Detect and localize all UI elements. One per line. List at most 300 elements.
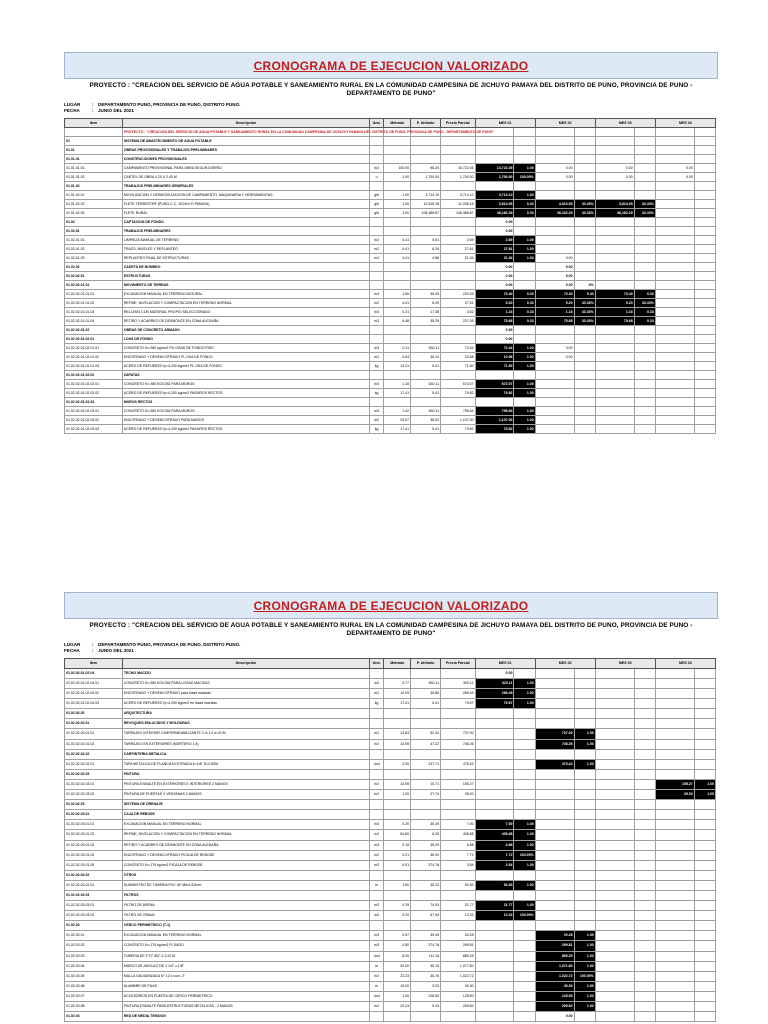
month-1-percent-cell (514, 951, 535, 961)
month-2-amount-cell: 1,071.60 (535, 961, 574, 971)
month-4-amount-cell (655, 709, 694, 719)
month-2-amount-cell (535, 190, 574, 199)
partial-price-cell (441, 325, 475, 334)
month-1-amount-cell (475, 810, 514, 820)
metrado-cell (384, 870, 411, 880)
month-2-percent-cell (574, 154, 595, 163)
month-4-amount-cell (655, 699, 694, 709)
metrado-cell: 1.26 (384, 790, 411, 800)
month-3-percent-cell (634, 154, 655, 163)
month-1-amount-cell (475, 136, 514, 145)
month-1-percent-cell: 100.00% (514, 172, 535, 181)
month-2-percent-cell (574, 334, 595, 343)
unit-cell (369, 668, 383, 678)
month-1-amount-cell (475, 729, 514, 739)
month-3-amount-cell (595, 334, 634, 343)
metrado-cell (384, 719, 411, 729)
month-2-percent-cell (574, 719, 595, 729)
month-4-amount-cell (655, 689, 694, 699)
unit-price-cell: 36.76 (411, 971, 441, 981)
month-4-percent-cell (694, 971, 715, 981)
fecha-separator: : (92, 108, 94, 114)
month-3-amount-cell (595, 679, 634, 689)
unit-price-cell: 36.88 (411, 689, 441, 699)
month-1-percent-cell: 1.00 (514, 820, 535, 830)
month-4-amount-cell (655, 850, 694, 860)
month-1-percent-cell (514, 145, 535, 154)
metrado-cell (384, 921, 411, 931)
table-row (65, 759, 716, 769)
month-1-percent-cell: 1.00 (514, 361, 535, 370)
metrado-cell: 0.01 (384, 860, 411, 870)
metrado-cell: 0.29 (384, 901, 411, 911)
partial-price-cell: 7.72 (441, 850, 475, 860)
item-code-cell: 01.02.01.02 (65, 244, 123, 253)
meta-block (64, 642, 718, 655)
month-1-percent-cell (514, 921, 535, 931)
item-code-cell: 01.02.02.01.02.03.03 (65, 424, 123, 433)
table-row (65, 406, 716, 415)
table-row (65, 981, 716, 991)
month-4-percent-cell (694, 668, 715, 678)
month-3-amount-cell (595, 971, 634, 981)
unit-cell (369, 154, 383, 163)
table-row (65, 699, 716, 709)
month-1-percent-cell (514, 370, 535, 379)
month-3-percent-cell (634, 810, 655, 820)
unit-price-cell (411, 370, 441, 379)
metrado-cell: 1.56 (384, 289, 411, 298)
metrado-cell: 13.83 (384, 729, 411, 739)
month-3-percent-cell (634, 406, 655, 415)
month-1-percent-cell: 1.00 (514, 244, 535, 253)
unit-cell (369, 769, 383, 779)
month-2-amount-cell (535, 370, 574, 379)
month-1-amount-cell (475, 921, 514, 931)
unit-cell: m3 (369, 901, 383, 911)
description-cell: ENCOFRADO Y DESENCOFRADO para losas macizas (122, 689, 369, 699)
month-3-amount-cell: 73.40 (595, 289, 634, 298)
month-3-percent-cell (634, 961, 655, 971)
table-row (65, 145, 716, 154)
description-cell: ENCOFRADO Y DESENCOFRADO PICAJA DE REBOSE (122, 850, 369, 860)
description-cell: LOSA DE FONDO (122, 334, 369, 343)
description-cell: RELLENO CON MATERIAL PROPIO SELECCIONADO (122, 307, 369, 316)
month-1-percent-cell (514, 931, 535, 941)
month-3-percent-cell (634, 951, 655, 961)
table-row (65, 424, 716, 433)
month-2-amount-cell: 209.82 (535, 1002, 574, 1012)
table-row (65, 890, 716, 900)
month-2-percent-cell: 33.33% (574, 298, 595, 307)
header-row (65, 658, 716, 668)
month-3-percent-cell (634, 190, 655, 199)
month-1-percent-cell (514, 280, 535, 289)
month-3-amount-cell (595, 181, 634, 190)
month-1-percent-cell: 0.33 (514, 199, 535, 208)
description-cell: SISTEMA DE DRENAJE (122, 800, 369, 810)
month-3-percent-cell (634, 911, 655, 921)
month-1-amount-cell: 1,137.00 (475, 415, 514, 424)
project-line-1: PROYECTO : "CREACION DEL SERVICIO DE AGUA POTABLE Y SANEAMIENTO RURAL EN LA COMUNIDAD CAMPESINA DE JICHUYO PAMAYA DEL DISTRITO DE PUNO, PROVINCIA DE PUNO - (89, 82, 693, 89)
unit-price-cell: 36.49 (411, 289, 441, 298)
partial-price-cell: 16,722.45 (441, 163, 475, 172)
unit-price-cell (411, 810, 441, 820)
item-code-cell: 01.02.03.03 (65, 951, 123, 961)
month-4-percent-cell (694, 235, 715, 244)
unit-cell: m2 (369, 790, 383, 800)
unit-cell (369, 397, 383, 406)
month-4-percent-cell: 1.00 (694, 779, 715, 789)
month-1-amount-cell: 0.00 (475, 271, 514, 280)
unit-cell (369, 181, 383, 190)
unit-cell: m2 (369, 244, 383, 253)
month-1-amount-cell: 21.34 (475, 253, 514, 262)
month-2-amount-cell (535, 779, 574, 789)
unit-price-cell (411, 1012, 441, 1022)
month-3-amount-cell (595, 217, 634, 226)
month-3-amount-cell (595, 388, 634, 397)
table-row (65, 820, 716, 830)
month-3-amount-cell (595, 1002, 634, 1012)
month-1-percent-cell (514, 739, 535, 749)
month-4-amount-cell (655, 860, 694, 870)
description-cell: CARTEL DE OBRA 4.20 X 2.40 M (122, 172, 369, 181)
month-1-percent-cell (514, 271, 535, 280)
month-3-amount-cell (595, 370, 634, 379)
month-4-percent-cell (694, 719, 715, 729)
month-1-amount-cell: 79.82 (475, 424, 514, 433)
description-cell: TRABAJOS PRELIMINARES (122, 226, 369, 235)
meta-block (64, 102, 718, 115)
table-row (65, 136, 716, 145)
item-code-cell: 01.02.03.04 (65, 961, 123, 971)
fecha-label: FECHA (64, 108, 80, 114)
description-cell: TUBERIA DE F°G° Ø2" X 2.20 M (122, 951, 369, 961)
month-4-amount-cell (655, 800, 694, 810)
month-2-percent-cell: 1.00 (574, 739, 595, 749)
unit-cell (369, 810, 383, 820)
month-2-amount-cell: 73.40 (535, 289, 574, 298)
month-4-percent-cell (694, 961, 715, 971)
month-2-amount-cell: 0.00 (535, 343, 574, 352)
unit-cell: kg (369, 699, 383, 709)
month-4-percent-cell (694, 226, 715, 235)
header-month-4: MES 04 (655, 118, 715, 127)
header-unit: Und. (369, 118, 383, 127)
month-1-amount-cell (475, 145, 514, 154)
month-2-percent-cell (574, 840, 595, 850)
unit-cell (369, 136, 383, 145)
unit-price-cell: 374.76 (411, 941, 441, 951)
month-2-amount-cell (535, 136, 574, 145)
month-1-percent-cell (514, 981, 535, 991)
month-1-amount-cell (475, 769, 514, 779)
month-1-amount-cell (475, 961, 514, 971)
item-code-cell: 01.02.01.03 (65, 253, 123, 262)
unit-cell: glb (369, 208, 383, 217)
month-2-amount-cell (535, 388, 574, 397)
header-row (65, 118, 716, 127)
month-1-amount-cell: 0.00 (475, 325, 514, 334)
partial-price-cell (441, 280, 475, 289)
unit-price-cell (411, 226, 441, 235)
month-3-amount-cell (595, 689, 634, 699)
unit-price-cell (411, 719, 441, 729)
month-1-amount-cell (475, 1012, 514, 1022)
unit-cell: m (369, 961, 383, 971)
month-3-amount-cell (595, 890, 634, 900)
month-3-percent-cell (634, 890, 655, 900)
description-cell: SUMINISTRO DE TUBERIA PVC UF Ø6x1/10mm (122, 880, 369, 890)
table-row (65, 800, 716, 810)
table-row (65, 668, 716, 678)
month-4-amount-cell (655, 991, 694, 1001)
month-4-percent-cell (694, 307, 715, 316)
month-2-percent-cell (574, 424, 595, 433)
lugar-label: LUGAR (64, 102, 81, 107)
month-3-amount-cell (595, 397, 634, 406)
month-3-amount-cell (595, 820, 634, 830)
month-2-percent-cell (574, 253, 595, 262)
description-cell: ACERO DE REFUERZO fy=4,200 kg/cm2 PL OSA DE FONDO (122, 361, 369, 370)
month-3-amount-cell (595, 850, 634, 860)
month-4-amount-cell: 0.00 (655, 163, 694, 172)
partial-price-cell: 13.33 (441, 911, 475, 921)
metrado-cell: 0.19 (384, 840, 411, 850)
metrado-cell: 0.21 (384, 850, 411, 860)
month-1-amount-cell: 0.00 (475, 280, 514, 289)
month-4-amount-cell (655, 253, 694, 262)
month-4-amount-cell (655, 325, 694, 334)
partial-price-cell: 1,700.00 (441, 172, 475, 181)
unit-price-cell: 3.03 (411, 981, 441, 991)
month-4-percent-cell (694, 749, 715, 759)
month-4-amount-cell (655, 820, 694, 830)
month-1-amount-cell: 672.07 (475, 379, 514, 388)
table-row (65, 208, 716, 217)
metrado-cell: 17.41 (384, 388, 411, 397)
month-3-percent-cell (634, 424, 655, 433)
header-description: Descripción (122, 118, 369, 127)
month-3-amount-cell (595, 921, 634, 931)
month-1-percent-cell (514, 181, 535, 190)
partial-price-cell (441, 370, 475, 379)
month-3-amount-cell (595, 325, 634, 334)
lugar-separator: : (92, 102, 94, 107)
partial-price-cell (441, 719, 475, 729)
partial-price-cell: 30.30 (441, 981, 475, 991)
item-code-cell: 01.02.02.03.01 (65, 810, 123, 820)
metrado-cell: 0.77 (384, 679, 411, 689)
unit-price-cell: 108,486.87 (411, 208, 441, 217)
month-2-amount-cell: 0.00 (535, 262, 574, 271)
unit-price-cell: 111.16 (411, 951, 441, 961)
item-code-cell: 01.02.03.05 (65, 971, 123, 981)
month-3-percent-cell: 33.33% (634, 298, 655, 307)
description-cell: LIMPIEZA MANUAL DE TERRENO (122, 235, 369, 244)
month-3-amount-cell (595, 379, 634, 388)
month-3-amount-cell (595, 911, 634, 921)
item-code-cell: 01.02.02.01.02 (65, 325, 123, 334)
month-2-amount-cell: 0.00 (535, 271, 574, 280)
unit-price-cell: 27.74 (411, 790, 441, 800)
month-3-percent-cell (634, 325, 655, 334)
month-3-percent-cell: 33.33% (634, 199, 655, 208)
month-3-percent-cell (634, 334, 655, 343)
month-1-percent-cell (514, 991, 535, 1001)
item-code-cell: 01.02.02.03.03.01 (65, 901, 123, 911)
partial-price-cell: 227.05 (441, 316, 475, 325)
month-3-amount-cell: 36,162.29 (595, 208, 634, 217)
table-row (65, 343, 716, 352)
item-code-cell: 01.02.02.01.02.04 (65, 668, 123, 678)
item-code-cell: 01.02.02.02.02 (65, 749, 123, 759)
unit-price-cell: 10,518.18 (411, 199, 441, 208)
month-1-amount-cell: 320.11 (475, 679, 514, 689)
item-code-cell: 01.02.02.01.02.03.02 (65, 415, 123, 424)
month-1-percent-cell: 1.00 (514, 689, 535, 699)
month-3-percent-cell (634, 729, 655, 739)
month-4-percent-cell (694, 870, 715, 880)
month-3-amount-cell (595, 343, 634, 352)
partial-price-cell (441, 145, 475, 154)
month-4-amount-cell (655, 406, 694, 415)
month-3-percent-cell (634, 991, 655, 1001)
unit-cell (369, 800, 383, 810)
page-title: CRONOGRAMA DE EJECUCION VALORIZADO (253, 598, 529, 613)
unit-cell (369, 921, 383, 931)
table-row (65, 1012, 716, 1022)
month-3-percent-cell (634, 779, 655, 789)
metrado-cell (384, 280, 411, 289)
month-2-percent-cell (574, 406, 595, 415)
month-3-percent-cell (634, 271, 655, 280)
month-2-percent-cell (574, 860, 595, 870)
table-row (65, 679, 716, 689)
month-2-percent-cell: 33.33% (574, 316, 595, 325)
item-code-cell: 01.02.04 (65, 1012, 123, 1022)
month-2-amount-cell (535, 890, 574, 900)
month-2-amount-cell (535, 850, 574, 860)
partial-price-cell: 108,486.87 (441, 208, 475, 217)
month-1-amount-cell (475, 941, 514, 951)
month-2-percent-cell (574, 370, 595, 379)
month-4-amount-cell (655, 931, 694, 941)
month-2-amount-cell: 299.81 (535, 941, 574, 951)
month-4-percent-cell (694, 370, 715, 379)
month-1-amount-cell: 12.96 (475, 352, 514, 361)
unit-price-cell: 5.41 (411, 388, 441, 397)
unit-price-cell: 35.49 (411, 931, 441, 941)
month-2-percent-cell (574, 820, 595, 830)
unit-cell: m2 (369, 850, 383, 860)
table-row (65, 334, 716, 343)
month-2-amount-cell (535, 217, 574, 226)
description-cell: TRAZO, NIVELES Y REPLANTEO (122, 244, 369, 253)
unit-price-cell: 630.11 (411, 343, 441, 352)
month-2-amount-cell (535, 226, 574, 235)
month-1-percent-cell: 0.33 (514, 316, 535, 325)
month-4-percent-cell (694, 379, 715, 388)
month-4-percent-cell (694, 739, 715, 749)
month-1-amount-cell: 71.50 (475, 361, 514, 370)
month-1-percent-cell (514, 890, 535, 900)
description-cell: OBRAS PROVISIONALES Y TRABAJOS PRELIMINARES (122, 145, 369, 154)
month-2-percent-cell: 1.00 (574, 961, 595, 971)
unit-price-cell: 128.50 (411, 991, 441, 1001)
month-3-amount-cell (595, 790, 634, 800)
month-3-amount-cell (595, 901, 634, 911)
month-4-amount-cell (655, 769, 694, 779)
month-2-amount-cell: 128.50 (535, 991, 574, 1001)
month-2-percent-cell (574, 343, 595, 352)
month-4-percent-cell (694, 759, 715, 769)
unit-cell (369, 262, 383, 271)
month-1-percent-cell (514, 810, 535, 820)
month-3-percent-cell (634, 253, 655, 262)
item-code-cell: 01.02.02.01.02.02.01 (65, 379, 123, 388)
month-4-percent-cell (694, 911, 715, 921)
item-code-cell: 01.02.03.02 (65, 941, 123, 951)
month-3-amount-cell (595, 941, 634, 951)
month-3-amount-cell (595, 951, 634, 961)
partial-price-cell: 35.00 (441, 790, 475, 800)
table-row (65, 154, 716, 163)
unit-price-cell (411, 181, 441, 190)
month-1-amount-cell: 3,714.10 (475, 190, 514, 199)
item-code-cell: 01.02.02.01.01.04 (65, 316, 123, 325)
month-3-percent-cell (634, 244, 655, 253)
metrado-cell (384, 749, 411, 759)
header-item: Item (65, 658, 123, 668)
month-4-percent-cell (694, 334, 715, 343)
month-3-amount-cell (595, 981, 634, 991)
description-cell: CARPINTERIA METALICA (122, 749, 369, 759)
month-3-percent-cell (634, 870, 655, 880)
header-month-2: MES 02 (535, 658, 595, 668)
month-1-amount-cell: 1,700.00 (475, 172, 514, 181)
month-1-percent-cell (514, 790, 535, 800)
partial-price-cell (441, 154, 475, 163)
table-row (65, 226, 716, 235)
month-2-amount-cell: 9.20 (535, 298, 574, 307)
metrado-cell: 1.00 (384, 190, 411, 199)
metrado-cell: 29.97 (384, 415, 411, 424)
month-1-amount-cell (475, 870, 514, 880)
month-2-amount-cell (535, 668, 574, 678)
item-code-cell: 01.02.02.01.01.01 (65, 289, 123, 298)
month-4-amount-cell (655, 379, 694, 388)
unit-cell: m2 (369, 689, 383, 699)
month-4-percent-cell (694, 850, 715, 860)
month-2-percent-cell (574, 800, 595, 810)
month-4-percent-cell (694, 136, 715, 145)
item-code-cell: 01.02.02.03.02.01 (65, 880, 123, 890)
month-4-percent-cell (694, 415, 715, 424)
partial-price-cell: 1,077.60 (441, 961, 475, 971)
month-2-percent-cell (574, 779, 595, 789)
metrado-cell (384, 810, 411, 820)
month-4-amount-cell (655, 145, 694, 154)
month-3-percent-cell (634, 901, 655, 911)
month-1-percent-cell (514, 226, 535, 235)
unit-cell: kg (369, 424, 383, 433)
partial-price-cell (441, 870, 475, 880)
description-cell: CAPTACION DE FONDO (122, 217, 369, 226)
table-row (65, 749, 716, 759)
month-2-percent-cell (574, 127, 595, 136)
